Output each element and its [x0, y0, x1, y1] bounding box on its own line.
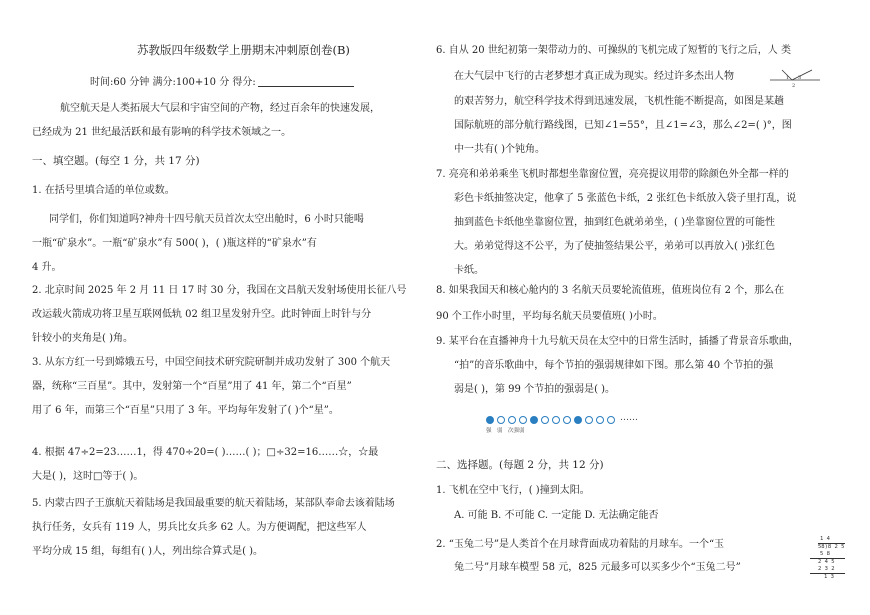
q5-line-3: 平均分成 15 组，每组有( )人，列出综合算式是( )。 [32, 546, 264, 557]
beat-dot [596, 416, 604, 424]
q7-line-5: 卡纸。 [454, 265, 484, 276]
q5-line-1: 5. 内蒙古四子王旗航天着陆场是我国最重要的航天着陆场，某部队奉命去该着陆场 [32, 498, 395, 509]
exam-meta-text: 时间:60 分钟 满分:100+10 分 得分: [90, 77, 256, 88]
division-calc-figure [810, 536, 845, 581]
c1-line-1: 1. 飞机在空中飞行，( )撞到太阳。 [436, 485, 590, 496]
beat-label: 强 [486, 428, 492, 434]
exam-meta [90, 76, 354, 89]
q5-line-2: 执行任务，女兵有 119 人，男兵比女兵多 62 人。为方便调配，把这些军人 [32, 522, 367, 533]
beat-label: 次强 [508, 428, 520, 434]
q2-line-3: 针较小的夹角是( )角。 [32, 333, 133, 344]
beat-dot [541, 416, 549, 424]
beat-label: 弱 [497, 428, 503, 434]
beat-dot [563, 416, 571, 424]
q9-line-1: 9. 某平台在直播神舟十九号航天员在太空中的日常生活时，插播了背景音乐歌曲， [436, 336, 799, 347]
q3-line-3: 用了 6 年，而第三个“百星”只用了 3 年。平均每年发射了( )个“星”。 [32, 405, 339, 416]
q1-line-4: 4 升。 [32, 262, 62, 273]
beat-dot [552, 416, 560, 424]
beat-dot [486, 416, 494, 424]
q6-line-5: 中一共有( )个钝角。 [454, 144, 545, 155]
beat-dot [519, 416, 527, 424]
beat-dot [497, 416, 505, 424]
q1-line-3: 一瓶“矿泉水”。一瓶“矿泉水”有 500( )，( )瓶这样的“矿泉水”有 [32, 238, 317, 249]
angle-3-label: 3 [798, 75, 802, 81]
calc-line: 1 3 [824, 574, 834, 580]
q4-line-1: 4. 根据 47÷2=23……1，得 470÷20=( )……( )；□÷32=16……☆，☆最 [32, 447, 379, 458]
calc-line: 2 3 2 [810, 566, 845, 574]
q6-line-1: 6. 自从 20 世纪初第一架带动力的、可操纵的飞机完成了短暂的飞行之后，人 类 [436, 45, 791, 56]
section-2-heading: 二、选择题。(每题 2 分，共 12 分) [436, 459, 604, 471]
q3-line-2: 器，统称“三百星”。其中，发射第一个“百星”用了 41 年，第二个“百星” [32, 381, 352, 392]
beat-dot [508, 416, 516, 424]
q6-line-2: 在大气层中飞行的古老梦想才真正成为现实。经过许多杰出人物 [454, 71, 734, 82]
paper-title: 苏教版四年级数学上册期末冲刺原创卷(B) [137, 43, 350, 57]
q7-line-4: 大。弟弟觉得这不公平，为了使抽签结果公平，弟弟可以再放入( )张红色 [454, 241, 775, 252]
calc-line: 5 8 [810, 551, 845, 559]
beat-dot [530, 416, 538, 424]
q9-line-2: “拍”的音乐歌曲中，每个节拍的强弱规律如下图。那么第 40 个节拍的强 [454, 360, 774, 371]
beat-dot [585, 416, 593, 424]
beat-pattern-figure [486, 413, 686, 438]
beat-label: 弱 [519, 428, 525, 434]
calc-line: 2 4 5 [818, 559, 835, 565]
q2-line-1: 2. 北京时间 2025 年 2 月 11 日 17 时 30 分，我国在文昌航天发射场使用长征八号 [32, 285, 407, 296]
q1-line-2: 同学们，你们知道吗?神舟十四号航天员首次太空出舱时，6 小时只能喝 [49, 214, 364, 225]
q7-line-1: 7. 亮亮和弟弟乘坐飞机时都想坐靠窗位置，亮亮提议用带的除颜色外全都一样的 [436, 169, 789, 180]
q8-line-2: 90 个工作小时里，平均每名航天员要值班( )小时。 [436, 311, 663, 322]
q7-line-2: 彩色卡纸抽签决定，他拿了 5 张蓝色卡纸，2 张红色卡纸放入袋子里打乱，说 [454, 193, 797, 204]
section-1-heading: 一、填空题。(每空 1 分，共 17 分) [32, 155, 200, 167]
q9-line-3: 弱是( )，第 99 个节拍的强弱是( )。 [454, 384, 616, 395]
angle-2-label: 2 [792, 83, 796, 89]
q6-line-4: 国际航班的部分航行路线图，已知∠1=55°，且∠1=∠3，那么∠2=( )°，图 [454, 120, 792, 131]
beat-ellipsis: …… [620, 413, 638, 423]
q3-line-1: 3. 从东方红一号到嫦娥五号，中国空间技术研究院研制并成功发射了 300 个航天 [32, 357, 391, 368]
c1-options: A. 可能 B. 不可能 C. 一定能 D. 无法确定能否 [454, 510, 659, 521]
angle-1-label: 1 [786, 75, 790, 81]
calc-line: 1 4 [820, 536, 830, 542]
c2-line-2: 兔二号”月球车模型 58 元，825 元最多可以买多少个“玉兔二号” [454, 562, 741, 573]
q4-line-2: 大是( )，这时□等于( )。 [32, 471, 144, 482]
intro-line-1: 航空航天是人类拓展大气层和宇宙空间的产物，经过百余年的快速发展， [60, 103, 380, 114]
flight-route-angle-figure [768, 68, 822, 90]
intro-line-2: 已经成为 21 世纪最活跃和最有影响的科学技术领域之一。 [32, 127, 292, 138]
beat-dot [574, 416, 582, 424]
calc-line: 58)8 2 5 [818, 544, 845, 550]
q8-line-1: 8. 如果我国天和核心舱内的 3 名航天员要轮流值班，值班岗位有 2 个，那么在 [436, 285, 785, 296]
score-blank[interactable] [258, 77, 354, 87]
c2-line-1: 2. “玉兔二号”是人类首个在月球背面成功着陆的月球车。一个“玉 [436, 539, 725, 550]
q2-line-2: 改运载火箭成功将卫星互联网低轨 02 组卫星发射升空。此时钟面上时针与分 [32, 309, 372, 320]
q7-line-3: 抽到蓝色卡纸他坐靠窗位置，抽到红色就弟弟坐，( )坐靠窗位置的可能性 [454, 217, 775, 228]
q1-line-1: 1. 在括号里填合适的单位或数。 [32, 185, 175, 196]
q6-line-3: 的艰苦努力，航空科学技术得到迅速发展，飞机性能不断提高，如图是某趟 [454, 96, 784, 107]
beat-dot [607, 416, 615, 424]
